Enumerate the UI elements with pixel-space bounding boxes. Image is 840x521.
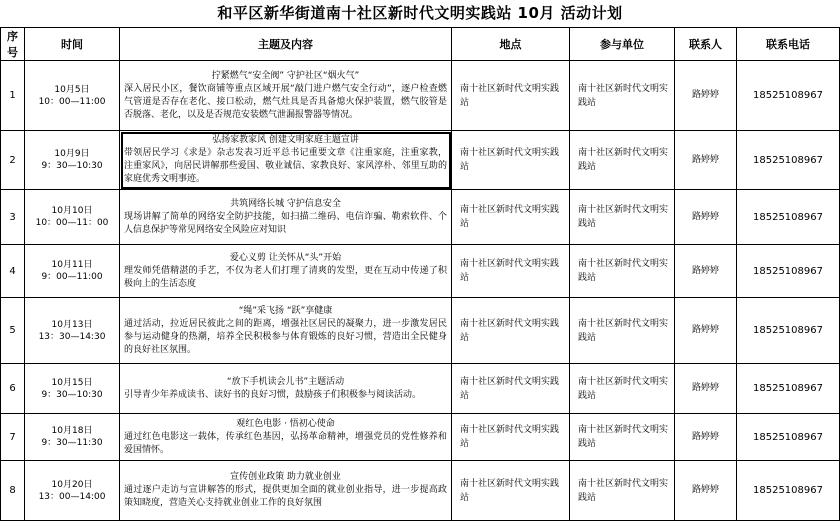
header-time: 时间 [25, 28, 120, 61]
row-phone: 18525108967 [737, 61, 840, 131]
table-row [1, 245, 840, 298]
header-unit: 参与单位 [570, 28, 675, 61]
row-unit: 南十社区新时代文明实践站 [570, 298, 675, 364]
row-date: 10月18日 [51, 426, 93, 436]
row-content-cell[interactable] [120, 190, 452, 245]
row-place: 南十社区新时代文明实践站 [452, 298, 570, 364]
row-unit: 南十社区新时代文明实践站 [570, 131, 675, 190]
row-unit: 南十社区新时代文明实践站 [570, 364, 675, 414]
row-time: 9：30—10:30 [41, 389, 103, 400]
row-seq: 5 [1, 298, 25, 364]
row-time: 9：00—11:00 [41, 272, 103, 282]
row-phone: 18525108967 [737, 414, 840, 461]
table-header-row [1, 28, 840, 61]
row-phone: 18525108967 [737, 131, 840, 190]
row-date: 10月13日 [51, 319, 93, 330]
header-topic: 主题及内容 [120, 28, 452, 61]
row-topic: 爱心义剪 让关怀从“头”开始 [229, 252, 342, 263]
row-time: 9：30—10:30 [41, 161, 103, 171]
row-seq: 7 [1, 414, 25, 461]
table-row [1, 131, 840, 190]
row-time-cell [25, 414, 120, 461]
row-time-cell [25, 245, 120, 298]
row-content: 带领居民学习《求是》杂志发表习近平总书记重要文章《注重家庭，注重家教，注重家风》，向居民讲解那些爱国、敬业诚信、家教良好、家风淳朴、邻里互助的家庭优秀文明事迹。 [124, 148, 447, 184]
row-topic: 共筑网络长城 守护信息安全 [230, 198, 341, 209]
header-seq: 序号 [1, 28, 25, 61]
row-contact: 路婷婷 [675, 190, 737, 245]
row-content-cell[interactable] [120, 461, 452, 521]
row-seq: 8 [1, 461, 25, 521]
row-unit: 南十社区新时代文明实践站 [570, 245, 675, 298]
row-contact: 路婷婷 [675, 364, 737, 414]
row-content: 理发师凭借精湛的手艺，不仅为老人们打理了清爽的发型，更在互动中传递了积极向上的生活态度 [124, 265, 447, 289]
row-date: 10月5日 [54, 84, 90, 95]
row-phone: 18525108967 [737, 298, 840, 364]
row-place: 南十社区新时代文明实践站 [452, 61, 570, 131]
row-content-cell[interactable] [120, 298, 452, 364]
row-content-cell[interactable] [120, 245, 452, 298]
row-date: 10月11日 [51, 260, 93, 270]
row-content: 深入居民小区，餐饮商铺等重点区域开展“敲门进户燃气安全行动”，逐户检查燃气管道是否存在老化、接口松动，燃气灶具是否具备熄火保护装置，燃气胶管是否脱落、老化，以及是否规范安装燃气泄漏报警器等情况。 [124, 83, 447, 120]
row-content-cell[interactable] [120, 364, 452, 414]
row-unit: 南十社区新时代文明实践站 [570, 61, 675, 131]
row-unit: 南十社区新时代文明实践站 [570, 461, 675, 521]
row-content: 通过红色电影这一载体，传承红色基因，弘扬革命精神，增强党员的党性修养和爱国情怀。 [124, 431, 447, 455]
row-phone: 18525108967 [737, 461, 840, 521]
row-time: 10：00—11：00 [35, 218, 109, 228]
row-time-cell [25, 298, 120, 364]
row-place: 南十社区新时代文明实践站 [452, 461, 570, 521]
activity-table [0, 27, 840, 521]
row-place: 南十社区新时代文明实践站 [452, 190, 570, 245]
row-time-cell [25, 364, 120, 414]
row-place: 南十社区新时代文明实践站 [452, 131, 570, 190]
row-unit: 南十社区新时代文明实践站 [570, 414, 675, 461]
row-content-cell-selected[interactable] [120, 131, 452, 190]
row-date: 10月15日 [51, 377, 93, 388]
row-content: 通过活动，拉近居民彼此之间的距离，增强社区居民的凝聚力，进一步激发居民参与运动健身的热潮，培养全民积极参与体育锻炼的良好习惯，营造出全民健身的良好社区氛围。 [124, 318, 447, 355]
header-place: 地点 [452, 28, 570, 61]
row-contact: 路婷婷 [675, 131, 737, 190]
row-time: 13：00—14:00 [38, 491, 106, 502]
row-content: 现场讲解了简单的网络安全防护技能，如扫描二维码、电信诈骗、勒索软件、个人信息保护等常见网络安全风险应对知识 [124, 211, 447, 235]
row-content-cell[interactable] [120, 414, 452, 461]
row-seq: 6 [1, 364, 25, 414]
row-content-cell[interactable] [120, 61, 452, 131]
row-contact: 路婷婷 [675, 298, 737, 364]
row-place: 南十社区新时代文明实践站 [452, 364, 570, 414]
header-contact: 联系人 [675, 28, 737, 61]
row-date: 10月9日 [54, 149, 90, 159]
row-date: 10月20日 [51, 479, 93, 490]
row-time-cell [25, 131, 120, 190]
table-row [1, 461, 840, 521]
row-time: 10：00—11:00 [38, 96, 106, 107]
row-content: 通过逐户走访与宣讲解答的形式，提供更加全面的就业创业指导，进一步提高政策知晓度，营造关心支持就业创业工作的良好氛围 [124, 485, 447, 508]
row-time: 9：30—11:30 [41, 438, 103, 448]
table-row [1, 61, 840, 131]
table-row [1, 298, 840, 364]
row-seq: 3 [1, 190, 25, 245]
row-time-cell [25, 461, 120, 521]
row-phone: 18525108967 [737, 190, 840, 245]
table-row [1, 414, 840, 461]
row-phone: 18525108967 [737, 364, 840, 414]
row-topic: “绳”采飞扬 “跃”享健康 [238, 305, 333, 316]
table-row [1, 190, 840, 245]
row-time-cell [25, 61, 120, 131]
row-topic: 拧紧燃气“安全阀” 守护社区“烟火气” [211, 70, 360, 81]
row-place: 南十社区新时代文明实践站 [452, 245, 570, 298]
row-seq: 1 [1, 61, 25, 131]
row-phone: 18525108967 [737, 245, 840, 298]
row-time-cell [25, 190, 120, 245]
table-row [1, 364, 840, 414]
row-unit: 南十社区新时代文明实践站 [570, 190, 675, 245]
row-topic: “放下手机读会儿书”主题活动 [226, 376, 345, 387]
row-seq: 2 [1, 131, 25, 190]
row-place: 南十社区新时代文明实践站 [452, 414, 570, 461]
row-contact: 路婷婷 [675, 461, 737, 521]
page-title: 和平区新华街道南十社区新时代文明实践站 10月 活动计划 [217, 4, 623, 22]
row-time: 13：30—14:30 [38, 331, 106, 342]
row-contact: 路婷婷 [675, 61, 737, 131]
row-topic: 弘扬家教家风 创建文明家庭主题宣讲 [212, 135, 359, 145]
header-phone: 联系电话 [737, 28, 840, 61]
row-topic: 宣传创业政策 助力就业创业 [230, 472, 341, 482]
row-content: 引导青少年养成读书、读好书的良好习惯，鼓励孩子们积极参与阅读活动。 [124, 389, 422, 400]
row-topic: 观红色电影 · 悟初心使命 [236, 418, 335, 429]
row-seq: 4 [1, 245, 25, 298]
row-contact: 路婷婷 [675, 245, 737, 298]
row-date: 10月10日 [51, 206, 93, 216]
row-contact: 路婷婷 [675, 414, 737, 461]
